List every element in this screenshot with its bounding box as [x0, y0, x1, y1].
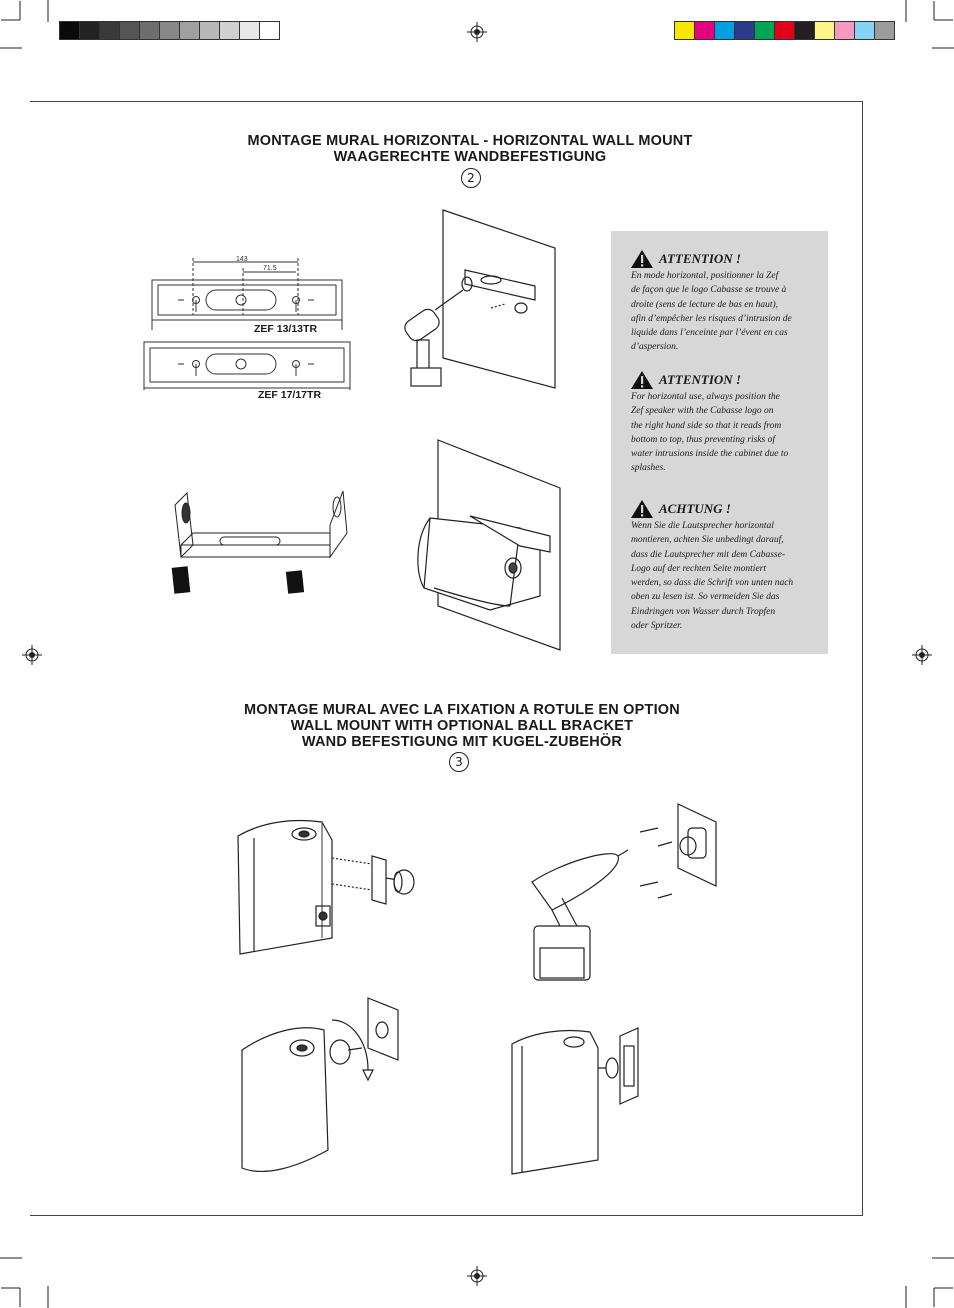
notice-line: liquide dans l’enceinte par l’évent en cas [631, 328, 788, 339]
notice-line: oder Spritzer. [631, 621, 683, 632]
notice-line: Eindringen von Wasser durch Tropfen [631, 606, 776, 617]
notice-english-body [631, 390, 817, 476]
attention-notice-box [611, 231, 828, 654]
model-label-zef13: ZEF 13/13TR [254, 323, 318, 335]
step-number-2: 2 [461, 168, 481, 188]
speaker-ball-bracket-illustration [232, 818, 422, 958]
color-swatch [159, 21, 180, 40]
notice-line: d’aspersion. [631, 342, 679, 353]
section2-title-line2: WAAGERECHTE WANDBEFESTIGUNG [333, 149, 607, 165]
color-swatch [99, 21, 120, 40]
notice-line: afin d’empêcher les risques d’intrusion de [631, 313, 792, 324]
notice-line: For horizontal use, always position the [631, 392, 780, 402]
color-swatch [219, 21, 240, 40]
color-swatch [239, 21, 260, 40]
dimension-143: 143 [236, 256, 248, 263]
color-swatch [79, 21, 100, 40]
registration-mark-icon [467, 1266, 487, 1286]
registration-mark-icon [912, 645, 932, 665]
notice-line: Logo auf der rechten Seite montiert [631, 563, 766, 574]
section3-title-line3: WAND BEFESTIGUNG MIT KUGEL-ZUBEHÖR [301, 734, 623, 750]
section2-title-line1: MONTAGE MURAL HORIZONTAL - HORIZONTAL WALL MOUNT [247, 133, 693, 149]
color-swatch [139, 21, 160, 40]
color-swatch [694, 21, 715, 40]
notice-english-heading: ATTENTION ! [659, 372, 741, 387]
color-swatch [259, 21, 280, 40]
notice-french-body [631, 269, 817, 355]
speaker-mounted-illustration [504, 1022, 664, 1182]
color-swatch [774, 21, 795, 40]
warning-triangle-icon [631, 250, 653, 268]
bracket-perspective-illustration [165, 485, 365, 595]
notice-german-heading: ACHTUNG ! [659, 501, 731, 516]
section3-title [112, 702, 812, 750]
color-swatch [854, 21, 875, 40]
step-number-3: 3 [449, 752, 469, 772]
model-label-zef17: ZEF 17/17TR [258, 389, 322, 401]
notice-german [631, 500, 817, 633]
notice-french [631, 250, 817, 355]
notice-line: water intrusions inside the cabinet due to [631, 449, 789, 460]
warning-triangle-icon [631, 500, 653, 518]
bracket-dimension-drawing [138, 250, 358, 410]
notice-line: splashes. [631, 463, 666, 474]
color-swatch [59, 21, 80, 40]
notice-line: droite (sens de lecture de bas en haut), [631, 299, 779, 310]
color-swatch [179, 21, 200, 40]
page-frame-top [30, 101, 863, 102]
notice-line: oben zu lesen ist. So vermeiden Sie das [631, 592, 780, 603]
notice-line: dass die Lautsprecher mit dem Cabasse- [631, 549, 786, 560]
section2-title [120, 133, 820, 165]
color-swatch [754, 21, 775, 40]
page-frame-bottom [30, 1215, 863, 1216]
wall-drilling-illustration [395, 208, 565, 393]
color-swatch [794, 21, 815, 40]
notice-line: bottom to top, thus preventing risks of [631, 434, 775, 445]
color-swatch [714, 21, 735, 40]
drill-wall-plate-illustration [522, 800, 722, 985]
speaker-rotate-illustration [232, 990, 412, 1175]
registration-mark-icon [467, 22, 487, 42]
notice-line: Wenn Sie die Lautsprecher horizontal [631, 521, 774, 531]
notice-line: En mode horizontal, positionner la Zef [631, 271, 779, 281]
section3-title-line1: MONTAGE MURAL AVEC LA FIXATION A ROTULE EN OPTION [244, 702, 680, 718]
page-frame-right [862, 101, 863, 1216]
section3-title-line2: WALL MOUNT WITH OPTIONAL BALL BRACKET [290, 718, 634, 734]
speaker-horizontal-on-wall-illustration [410, 438, 570, 653]
dimension-71-5: 71.5 [263, 265, 277, 272]
notice-english [631, 371, 817, 476]
notice-line: Zef speaker with the Cabasse logo on [631, 406, 774, 417]
color-swatch [674, 21, 695, 40]
notice-line: de façon que le logo Cabasse se trouve à [631, 285, 787, 296]
color-swatch [874, 21, 895, 40]
registration-mark-icon [22, 645, 42, 665]
color-swatch [834, 21, 855, 40]
color-swatch [734, 21, 755, 40]
notice-french-heading: ATTENTION ! [659, 251, 741, 266]
color-swatch [814, 21, 835, 40]
notice-german-body [631, 519, 817, 633]
notice-line: montieren, achten Sie unbedingt darauf, [631, 535, 784, 546]
color-swatch [119, 21, 140, 40]
color-swatch [199, 21, 220, 40]
notice-line: werden, so dass die Schrift von unten nach [631, 578, 794, 589]
warning-triangle-icon [631, 371, 653, 389]
notice-line: the right hand side so that it reads from [631, 420, 782, 431]
